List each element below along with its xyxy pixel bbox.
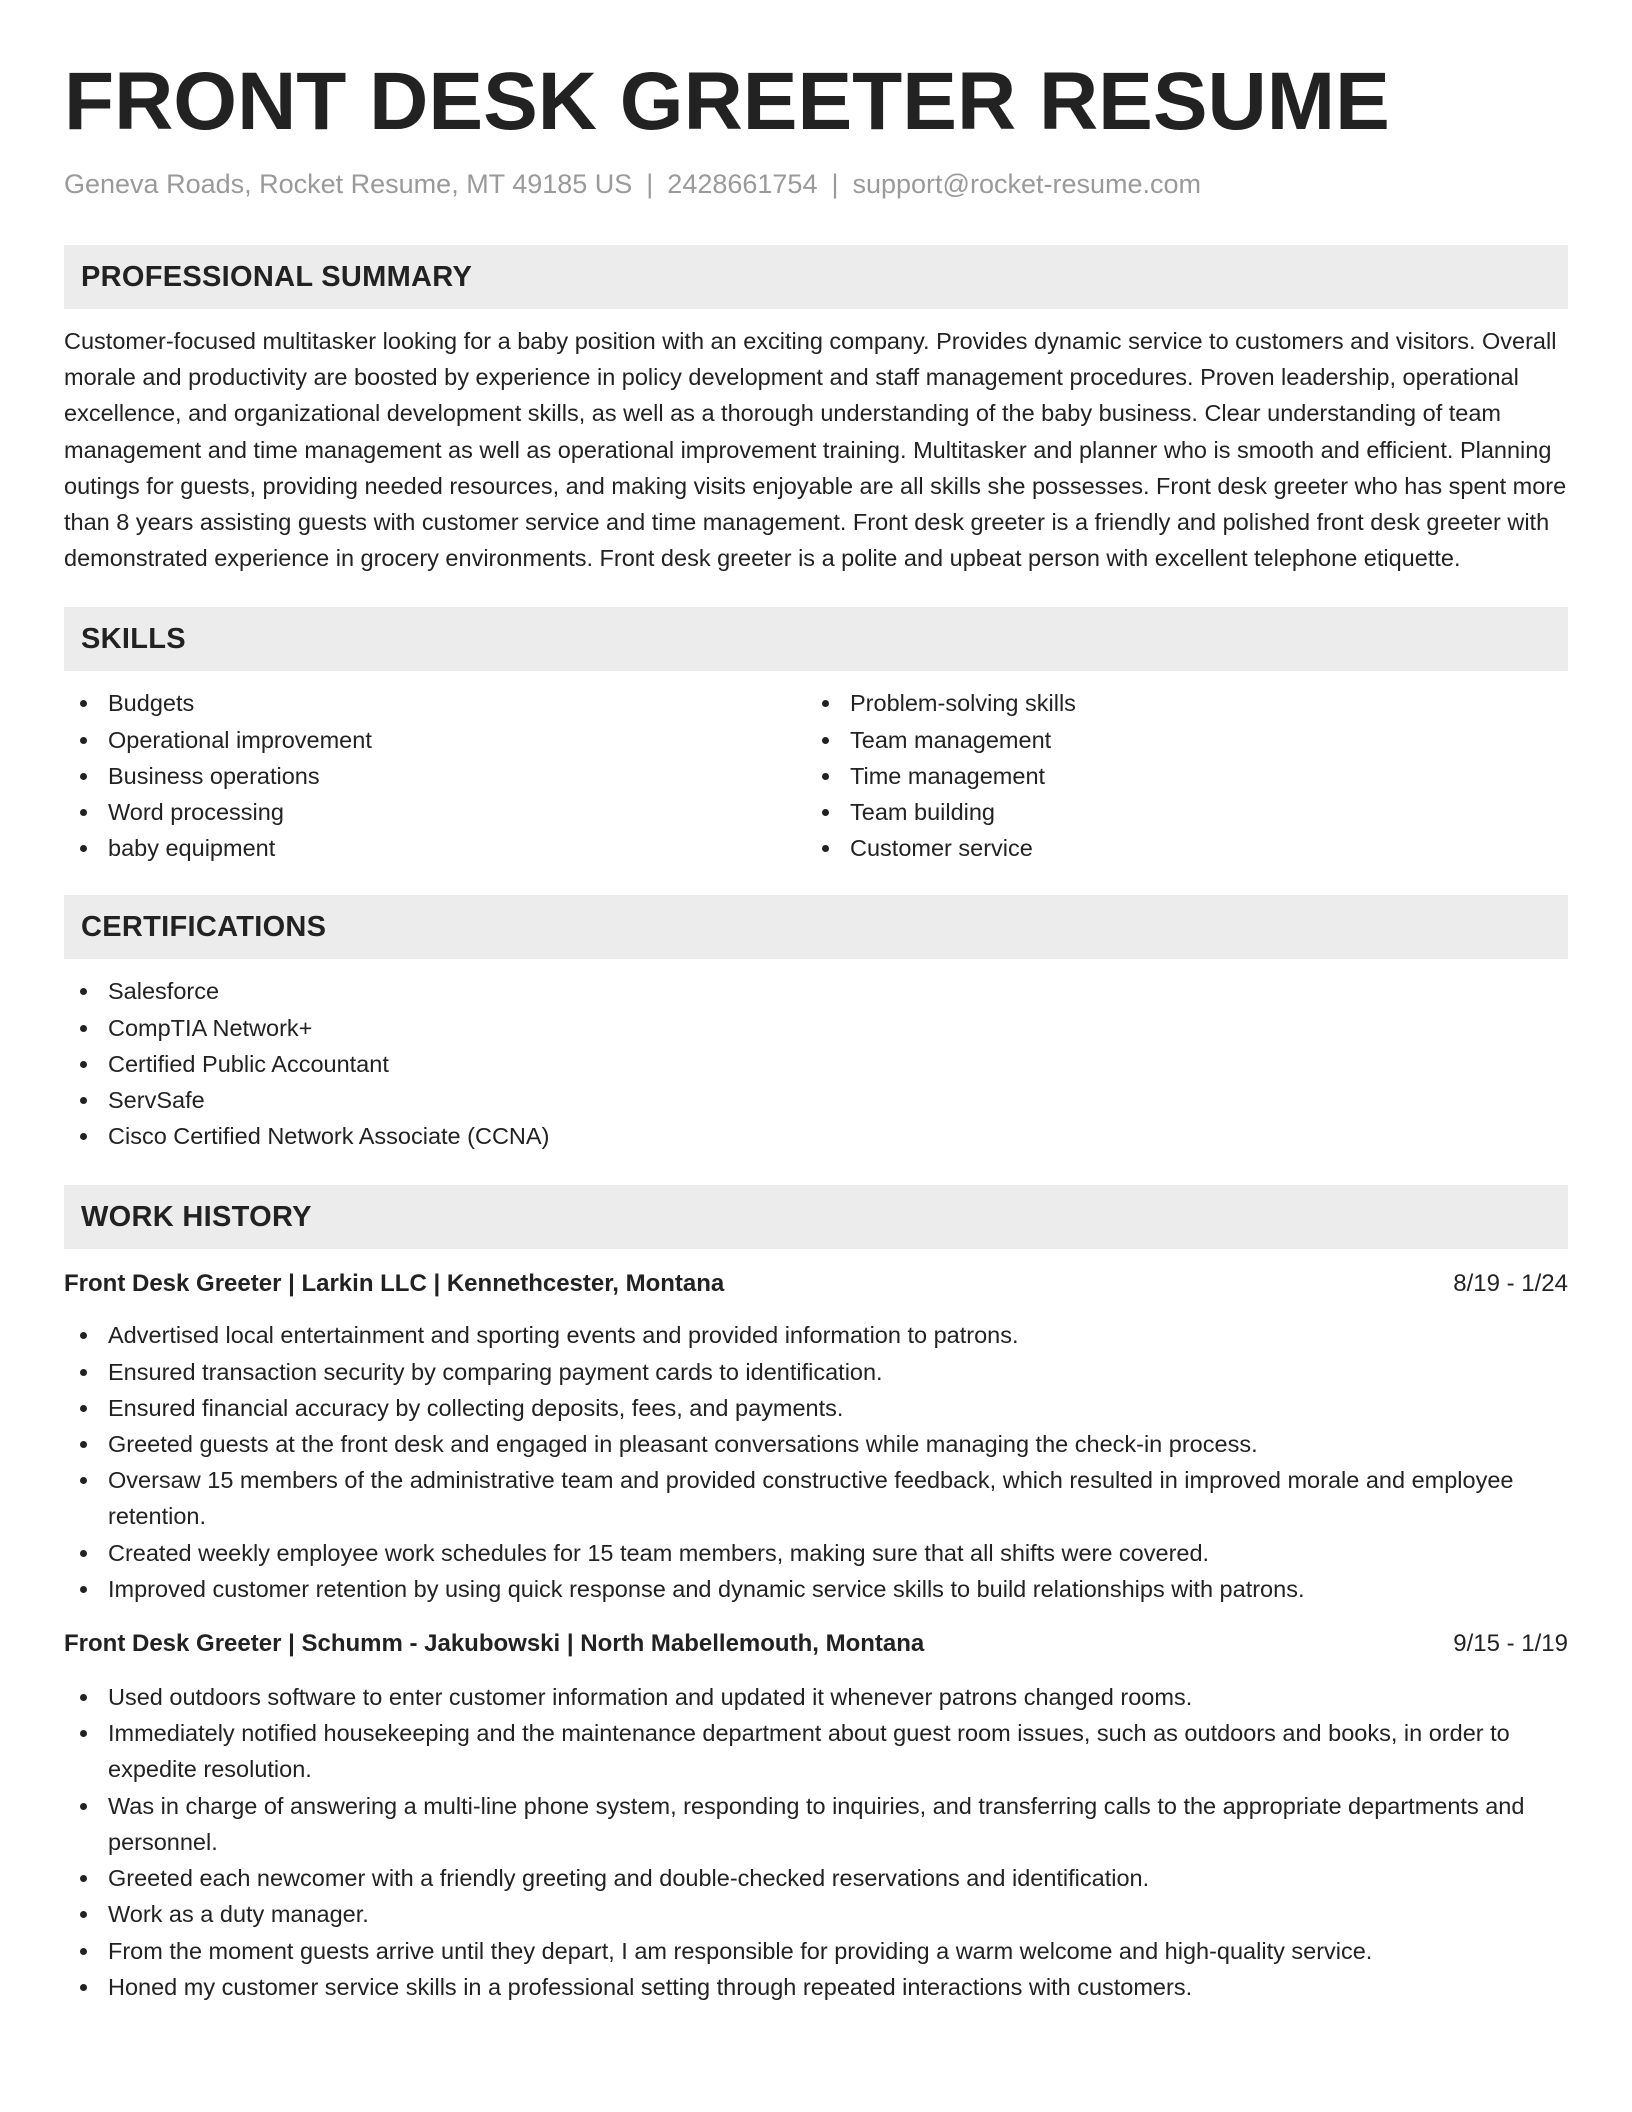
- skills-list-right: [806, 685, 1548, 866]
- section-header-skills: SKILLS: [64, 607, 1568, 671]
- job-bullets: [64, 1302, 1568, 1607]
- job-bullet: Was in charge of answering a multi-line phone system, responding to inquiries, and transferring calls to the appropriate departments and personnel.: [64, 1788, 1568, 1860]
- resume-title: FRONT DESK GREETER RESUME: [64, 56, 1390, 147]
- contact-line: [64, 166, 1568, 202]
- job-title: Front Desk Greeter | Larkin LLC | Kennethcester, Montana: [64, 1270, 725, 1298]
- skill-item: Team management: [806, 722, 1548, 758]
- job-bullets: [64, 1662, 1568, 2005]
- job-bullet: Ensured financial accuracy by collecting deposits, fees, and payments.: [64, 1390, 1568, 1426]
- certification-item: CompTIA Network+: [64, 1010, 1568, 1046]
- skill-item: Business operations: [64, 758, 806, 794]
- skill-item: Operational improvement: [64, 722, 806, 758]
- skill-item: Problem-solving skills: [806, 685, 1548, 721]
- contact-phone: 2428661754: [667, 169, 818, 199]
- job-bullet: Honed my customer service skills in a professional setting through repeated interactions with customers.: [64, 1969, 1568, 2005]
- job-bullet: Oversaw 15 members of the administrative team and provided constructive feedback, which resulted in improved morale and employee retention.: [64, 1462, 1568, 1534]
- contact-separator: |: [646, 169, 654, 199]
- certification-item: Certified Public Accountant: [64, 1046, 1568, 1082]
- job-title: Front Desk Greeter | Schumm - Jakubowski | North Mabellemouth, Montana: [64, 1630, 925, 1658]
- job-bullet: Greeted each newcomer with a friendly greeting and double-checked reservations and identification.: [64, 1860, 1568, 1896]
- job-header: [64, 1626, 1568, 1662]
- skill-item: Customer service: [806, 830, 1548, 866]
- section-header-certifications: CERTIFICATIONS: [64, 895, 1568, 959]
- contact-email: support@rocket-resume.com: [852, 169, 1202, 199]
- skill-item: Time management: [806, 758, 1548, 794]
- section-header-work-history: WORK HISTORY: [64, 1185, 1568, 1249]
- summary-text: Customer-focused multitasker looking for a baby position with an exciting company. Provides dynamic service to customers and visitors. Overall morale and productivity are boosted by experience in policy development and staff management procedures. Proven leadership, operational excellence, and organizational development skills, as well as a thorough understanding of the baby business. Clear understanding of team management and time management as well as operational improvement training. Multitasker and planner who is smooth and efficient. Planning outings for guests, providing needed resources, and making visits enjoyable are all skills she possesses. Front desk greeter who has spent more than 8 years assisting guests with customer service and time management. Front desk greeter is a friendly and polished front desk greeter with demonstrated experience in grocery environments. Front desk greeter is a polite and upbeat person with excellent telephone etiquette.: [64, 328, 1567, 572]
- certification-item: ServSafe: [64, 1082, 1568, 1118]
- job-bullet: Immediately notified housekeeping and the maintenance department about guest room issues, such as outdoors and books, in order to expedite resolution.: [64, 1715, 1568, 1787]
- skills-grid: [64, 671, 1568, 866]
- skill-item: Team building: [806, 794, 1548, 830]
- certifications-list: [64, 959, 1568, 1154]
- contact-separator: |: [831, 169, 839, 199]
- job-entry: [64, 1607, 1568, 2005]
- contact-address: Geneva Roads, Rocket Resume, MT 49185 US: [64, 169, 633, 199]
- skill-item: baby equipment: [64, 830, 806, 866]
- job-bullet: Ensured transaction security by comparing payment cards to identification.: [64, 1354, 1568, 1390]
- job-bullet: Used outdoors software to enter customer information and updated it whenever patrons changed rooms.: [64, 1679, 1568, 1715]
- skill-item: Budgets: [64, 685, 806, 721]
- certification-item: Cisco Certified Network Associate (CCNA): [64, 1118, 1568, 1154]
- certification-item: Salesforce: [64, 973, 1568, 1009]
- job-dates: 8/19 - 1/24: [1453, 1270, 1568, 1298]
- skills-list-left: [64, 685, 806, 866]
- skill-item: Word processing: [64, 794, 806, 830]
- section-header-summary: PROFESSIONAL SUMMARY: [64, 245, 1568, 309]
- job-dates: 9/15 - 1/19: [1453, 1630, 1568, 1658]
- job-bullet: Greeted guests at the front desk and engaged in pleasant conversations while managing the check-in process.: [64, 1426, 1568, 1462]
- job-entry: [64, 1249, 1568, 1607]
- job-bullet: From the moment guests arrive until they depart, I am responsible for providing a warm welcome and high-quality service.: [64, 1933, 1568, 1969]
- job-bullet: Created weekly employee work schedules for 15 team members, making sure that all shifts were covered.: [64, 1535, 1568, 1571]
- job-bullet: Work as a duty manager.: [64, 1896, 1568, 1932]
- job-bullet: Improved customer retention by using quick response and dynamic service skills to build relationships with patrons.: [64, 1571, 1568, 1607]
- job-header: [64, 1266, 1568, 1302]
- job-bullet: Advertised local entertainment and sporting events and provided information to patrons.: [64, 1317, 1568, 1353]
